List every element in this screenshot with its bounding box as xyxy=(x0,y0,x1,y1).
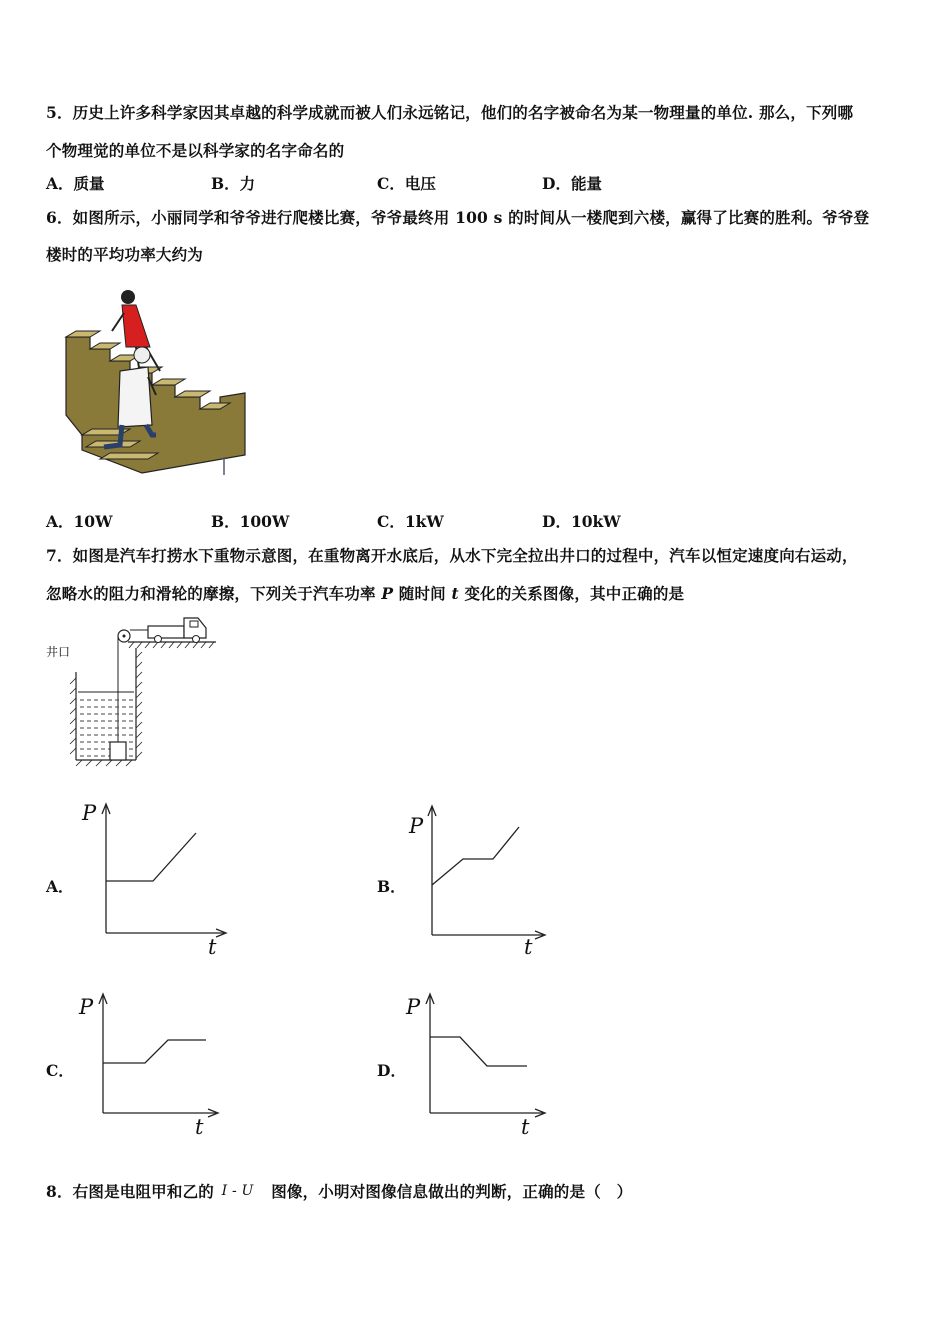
graph-b-y-label: P xyxy=(409,814,424,838)
graph-b-x-label: t xyxy=(524,935,533,959)
graph-a-label: A． xyxy=(46,877,74,896)
q8-iu-symbol: I - U xyxy=(221,1183,254,1199)
graph-c xyxy=(78,990,228,1140)
q8-text-suffix: 图像，小明对图像信息做出的判断，正确的是（ ） xyxy=(265,1182,633,1201)
graph-c-x-label: t xyxy=(195,1115,204,1139)
graph-d-x-label: t xyxy=(521,1115,530,1139)
graph-d xyxy=(405,990,555,1140)
q7-line2-text-a: 忽略水的阻力和滑轮的摩擦，下列关于汽车功率 xyxy=(46,584,382,603)
q5-line1: 5．历史上许多科学家因其卓越的科学成就而被人们永远铭记，他们的名字被命名为某一物理量的单位. 那么，下列哪 xyxy=(46,103,854,122)
q7-line2-text-c: 变化的关系图像，其中正确的是 xyxy=(458,584,685,603)
q7-line1: 7．如图是汽车打捞水下重物示意图，在重物离开水底后，从水下完全拉出井口的过程中，汽车以恒定速度向右运动， xyxy=(46,546,858,565)
q5-line2: 个物理觉的单位不是以科学家的名字命名的 xyxy=(46,141,345,160)
truck-well-diagram xyxy=(66,612,221,767)
q6-option-b: B．100W xyxy=(211,512,290,531)
q8-text-prefix: 8．右图是电阻甲和乙的 xyxy=(46,1182,220,1201)
q7-line2 xyxy=(46,582,684,604)
stair-climbing-illustration xyxy=(60,285,250,480)
q6-line2: 楼时的平均功率大约为 xyxy=(46,245,204,264)
well-label: 井口 xyxy=(46,645,71,659)
q5-option-c: C．电压 xyxy=(377,174,436,193)
graph-a xyxy=(80,800,230,960)
graph-a-curve xyxy=(106,833,196,881)
graph-b xyxy=(407,800,557,960)
graph-a-x-label: t xyxy=(208,935,217,959)
graph-d-curve xyxy=(430,1037,527,1066)
q5-option-d: D．能量 xyxy=(542,174,602,193)
q7-symbol-p: P xyxy=(381,584,394,603)
graph-d-y-label: P xyxy=(406,995,421,1019)
graph-c-label: C． xyxy=(46,1061,74,1080)
q6-option-c: C．1kW xyxy=(377,512,444,531)
q6-line1: 6．如图所示，小丽同学和爷爷进行爬楼比赛，爷爷最终用 100 s 的时间从一楼爬到六楼，赢得了比赛的胜利。爷爷登 xyxy=(46,208,870,227)
graph-c-curve xyxy=(103,1040,206,1063)
q6-option-a: A．10W xyxy=(46,512,113,531)
graph-d-label: D． xyxy=(377,1061,406,1080)
q6-option-d: D．10kW xyxy=(542,512,621,531)
q5-option-a: A．质量 xyxy=(46,174,105,193)
q8-line xyxy=(46,1180,632,1202)
q7-line2-text-b: 随时间 xyxy=(393,584,452,603)
graph-c-y-label: P xyxy=(79,995,94,1019)
q5-option-b: B．力 xyxy=(211,174,256,193)
graph-b-label: B． xyxy=(377,877,406,896)
q7-symbol-t: t xyxy=(451,584,459,603)
graph-b-curve xyxy=(432,827,519,885)
graph-a-y-label: P xyxy=(82,801,97,825)
